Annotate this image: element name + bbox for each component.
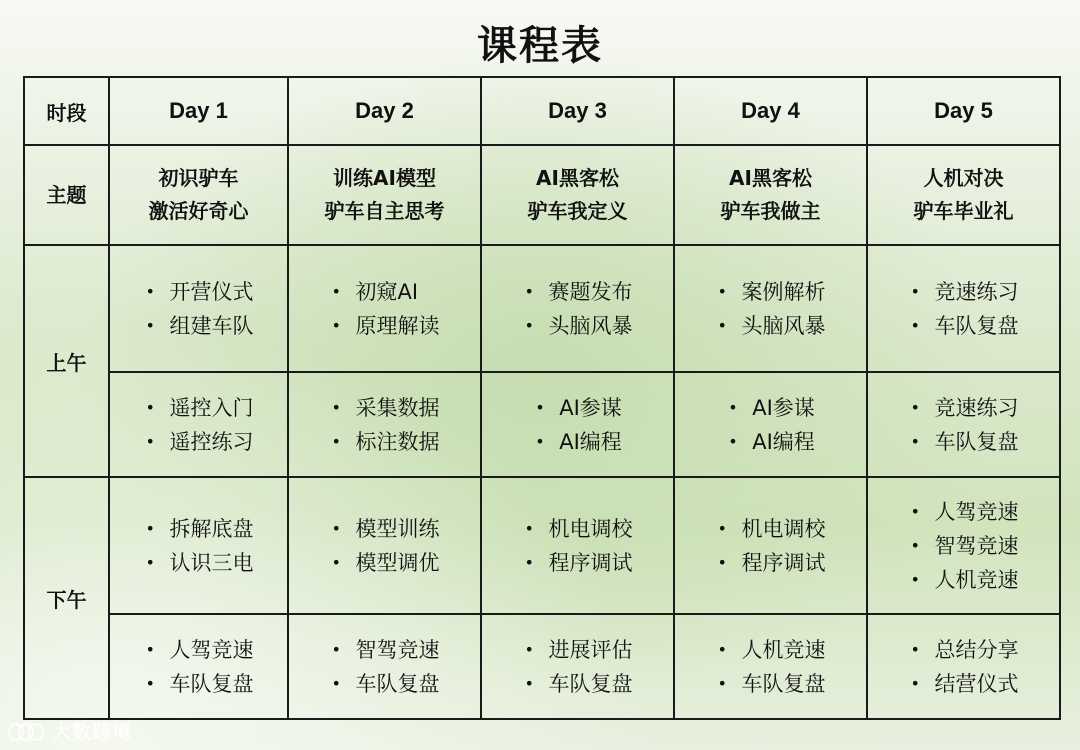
activity-item: • 车队复盘 <box>909 425 1019 459</box>
activity-cell <box>288 614 481 719</box>
schedule-table <box>23 76 1061 720</box>
theme-cell <box>674 145 867 245</box>
theme-line: 人机对决 <box>923 166 1004 190</box>
activity-item: • 原理解读 <box>330 309 440 343</box>
activity-list <box>726 391 815 459</box>
activity-list <box>523 633 633 701</box>
activity-item: • AI参谋 <box>533 391 622 425</box>
theme-row <box>24 145 1060 245</box>
activity-cell <box>674 477 867 614</box>
day-header: Day 2 <box>288 77 481 145</box>
activity-item: • 竞速练习 <box>909 391 1019 425</box>
activity-item: • 拆解底盘 <box>144 512 254 546</box>
activity-item: • 开营仪式 <box>144 275 254 309</box>
activity-item: • 人机竞速 <box>716 633 826 667</box>
activity-cell <box>288 477 481 614</box>
activity-item: • 遥控入门 <box>144 391 254 425</box>
activity-item: • 头脑风暴 <box>716 309 826 343</box>
period-header: 时段 <box>24 77 109 145</box>
activity-cell <box>867 372 1060 477</box>
theme-line: 驴车我定义 <box>527 199 628 223</box>
watermark-text: 大数跨境 <box>52 721 133 743</box>
day-header: Day 3 <box>481 77 674 145</box>
activity-item: • 初窥AI <box>330 275 440 309</box>
theme-line: 激活好奇心 <box>148 199 249 223</box>
theme-cell <box>867 145 1060 245</box>
activity-item: • 机电调校 <box>716 512 826 546</box>
theme-line: 驴车我做主 <box>720 199 821 223</box>
activity-item: • 机电调校 <box>523 512 633 546</box>
theme-label: 主题 <box>24 145 109 245</box>
activity-cell <box>481 614 674 719</box>
activity-list <box>716 512 826 580</box>
activity-item: • 程序调试 <box>523 546 633 580</box>
activity-list <box>330 391 440 459</box>
theme-cell <box>109 145 288 245</box>
afternoon-label: 下午 <box>24 477 109 719</box>
activity-cell <box>481 477 674 614</box>
activity-item: • AI编程 <box>533 425 622 459</box>
page-title: 课程表 <box>477 23 603 69</box>
activity-list <box>716 633 826 701</box>
activity-list <box>523 275 633 343</box>
activity-item: • 竞速练习 <box>909 275 1019 309</box>
activity-cell <box>674 372 867 477</box>
activity-item: • AI参谋 <box>726 391 815 425</box>
morning-label: 上午 <box>24 245 109 477</box>
activity-item: • 进展评估 <box>523 633 633 667</box>
activity-cell <box>288 245 481 372</box>
theme-line: 训练AI模型 <box>333 166 436 190</box>
theme-cell <box>481 145 674 245</box>
activity-item: • 智驾竞速 <box>330 633 440 667</box>
activity-item: • 模型训练 <box>330 512 440 546</box>
activity-cell <box>674 614 867 719</box>
activity-cell <box>867 245 1060 372</box>
brand-logo-icon <box>8 720 46 742</box>
afternoon-session-1-row <box>24 477 1060 614</box>
activity-cell <box>288 372 481 477</box>
activity-list <box>144 391 254 459</box>
activity-item: • 程序调试 <box>716 546 826 580</box>
watermark <box>8 717 132 744</box>
theme-line: 初识驴车 <box>158 166 239 190</box>
activity-item: • 人驾竞速 <box>909 495 1019 529</box>
activity-cell <box>867 614 1060 719</box>
activity-item: • 标注数据 <box>330 425 440 459</box>
activity-item: • 车队复盘 <box>909 309 1019 343</box>
day-header: Day 4 <box>674 77 867 145</box>
day-header: Day 5 <box>867 77 1060 145</box>
activity-list <box>909 391 1019 459</box>
activity-item: • 车队复盘 <box>330 667 440 701</box>
activity-list <box>909 495 1019 597</box>
activity-item: • 总结分享 <box>909 633 1019 667</box>
activity-item: • 人驾竞速 <box>144 633 254 667</box>
activity-list <box>330 512 440 580</box>
activity-item: • AI编程 <box>726 425 815 459</box>
afternoon-session-2-row <box>24 614 1060 719</box>
activity-list <box>330 275 440 343</box>
theme-line: AI黑客松 <box>729 166 812 190</box>
theme-cell <box>288 145 481 245</box>
activity-list <box>330 633 440 701</box>
activity-list <box>533 391 622 459</box>
morning-session-2-row <box>24 372 1060 477</box>
theme-line: 驴车毕业礼 <box>913 199 1014 223</box>
activity-cell <box>481 372 674 477</box>
activity-cell <box>109 477 288 614</box>
theme-line: 驴车自主思考 <box>324 199 445 223</box>
activity-list <box>523 512 633 580</box>
activity-item: • 车队复盘 <box>144 667 254 701</box>
activity-item: • 采集数据 <box>330 391 440 425</box>
activity-cell <box>109 614 288 719</box>
activity-item: • 赛题发布 <box>523 275 633 309</box>
activity-item: • 认识三电 <box>144 546 254 580</box>
activity-list <box>144 633 254 701</box>
activity-list <box>909 633 1019 701</box>
activity-item: • 智驾竞速 <box>909 529 1019 563</box>
activity-item: • 人机竞速 <box>909 563 1019 597</box>
activity-item: • 组建车队 <box>144 309 254 343</box>
theme-line: AI黑客松 <box>536 166 619 190</box>
activity-item: • 车队复盘 <box>523 667 633 701</box>
activity-item: • 遥控练习 <box>144 425 254 459</box>
activity-item: • 车队复盘 <box>716 667 826 701</box>
activity-cell <box>674 245 867 372</box>
activity-cell <box>481 245 674 372</box>
activity-item: • 案例解析 <box>716 275 826 309</box>
activity-cell <box>867 477 1060 614</box>
activity-cell <box>109 245 288 372</box>
activity-list <box>909 275 1019 343</box>
activity-item: • 模型调优 <box>330 546 440 580</box>
activity-item: • 头脑风暴 <box>523 309 633 343</box>
activity-list <box>144 512 254 580</box>
morning-session-1-row <box>24 245 1060 372</box>
day-header: Day 1 <box>109 77 288 145</box>
header-row <box>24 77 1060 145</box>
activity-item: • 结营仪式 <box>909 667 1019 701</box>
activity-cell <box>109 372 288 477</box>
activity-list <box>716 275 826 343</box>
activity-list <box>144 275 254 343</box>
